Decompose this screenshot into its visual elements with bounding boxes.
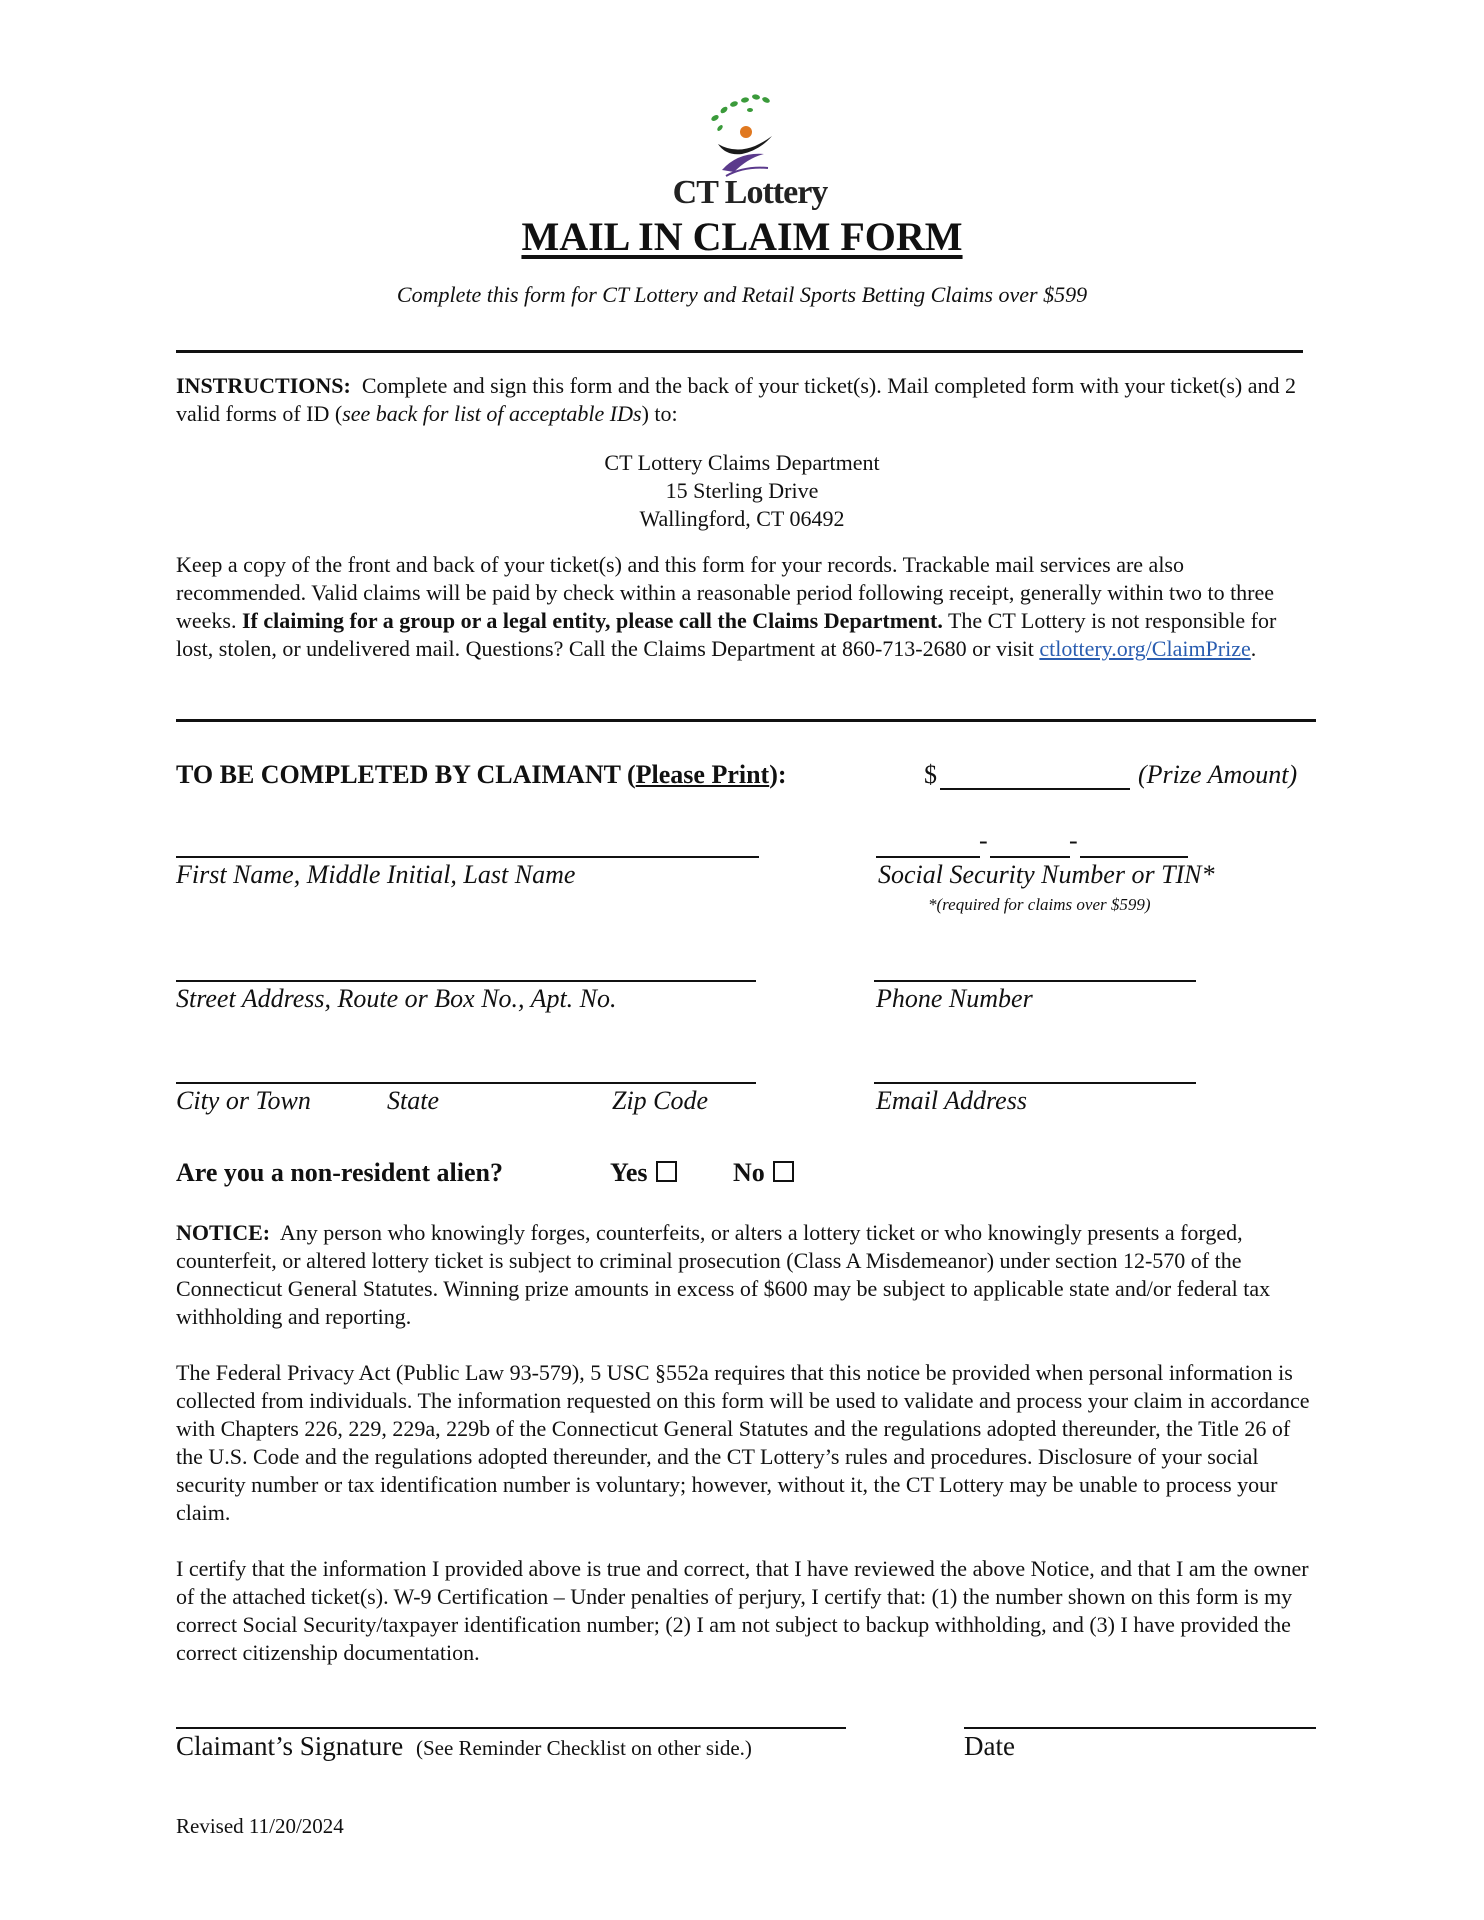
notice-text: Any person who knowingly forges, counterfeits, or alters a lottery ticket or who knowingly presents a forged, counterfeit, or altered lottery ticket is subject to criminal prosecution (Class A Misdemeanor) under section 12-570 of the Connecticut General Statutes. Winning prize amounts in excess of $600 may be subject to applicable state and/or federal tax withholding and reporting. xyxy=(176,1220,1271,1329)
address-line3: Wallingford, CT 06492 xyxy=(639,506,845,531)
keep-copy-text-b: The CT Lottery is not responsible for lost, stolen, or undelivered mail. Questions? Call the Claims Department at 860-713-2680 or visit xyxy=(176,608,1277,661)
claimant-heading-b: ): xyxy=(769,760,787,789)
date-field[interactable] xyxy=(964,1727,1316,1729)
ssn-note: *(required for claims over $599) xyxy=(928,895,1151,914)
zip-label: Zip Code xyxy=(612,1086,709,1115)
mailing-address xyxy=(0,449,1484,533)
claim-prize-link[interactable]: ctlottery.org/ClaimPrize xyxy=(1039,636,1251,661)
claimant-heading xyxy=(176,760,787,790)
name-label: First Name, Middle Initial, Last Name xyxy=(176,860,576,889)
keep-copy-paragraph xyxy=(176,551,1316,663)
no-checkbox[interactable] xyxy=(773,1161,794,1182)
notice-label: NOTICE: xyxy=(176,1220,271,1245)
email-address-field[interactable] xyxy=(874,1082,1196,1084)
ct-lottery-logo-figure-icon xyxy=(660,88,830,178)
divider-middle xyxy=(176,719,1316,722)
instructions-text-b: ) to: xyxy=(641,401,678,426)
notice-paragraph xyxy=(176,1219,1306,1331)
divider-top xyxy=(176,350,1303,353)
no-option[interactable] xyxy=(733,1158,794,1188)
signature-label-group xyxy=(176,1731,752,1762)
ssn-field-part1[interactable] xyxy=(876,856,980,858)
date-label: Date xyxy=(964,1731,1015,1761)
certify-paragraph: I certify that the information I provided above is true and correct, that I have reviewed the above Notice, and that I am the owner of the attached ticket(s). W-9 Certification – Under penalties of perjury, I certify that: (1) the number shown on this form is my correct Social Security/taxpayer identification number; (2) I am not subject to backup withholding, and (3) I have provided the correct citizenship documentation. xyxy=(176,1556,1309,1665)
prize-amount-field[interactable] xyxy=(940,788,1130,790)
instructions-paragraph xyxy=(176,372,1316,428)
claimant-heading-please-print: Please Print xyxy=(635,760,770,789)
non-resident-question: Are you a non-resident alien? xyxy=(176,1158,503,1187)
address-line1: CT Lottery Claims Department xyxy=(604,450,880,475)
signature-note: (See Reminder Checklist on other side.) xyxy=(415,1736,752,1760)
prize-dollar-sign: $ xyxy=(924,760,937,789)
ssn-dash-2: - xyxy=(1069,826,1078,855)
street-address-field[interactable] xyxy=(176,980,756,982)
ssn-label: Social Security Number or TIN* xyxy=(878,860,1215,889)
email-address-label: Email Address xyxy=(876,1086,1027,1115)
claimant-heading-a: TO BE COMPLETED BY CLAIMANT ( xyxy=(176,760,636,789)
phone-number-label: Phone Number xyxy=(876,984,1033,1013)
logo-lottery-text: Lottery xyxy=(724,174,828,211)
signature-label: Claimant’s Signature xyxy=(176,1731,404,1761)
yes-option[interactable] xyxy=(610,1158,677,1188)
logo-ct-text: CT xyxy=(672,174,718,211)
logo-wordmark xyxy=(670,174,830,212)
city-state-zip-field[interactable] xyxy=(176,1082,756,1084)
yes-checkbox[interactable] xyxy=(656,1161,677,1182)
ssn-field-part3[interactable] xyxy=(1080,856,1188,858)
privacy-paragraph: The Federal Privacy Act (Public Law 93-579), 5 USC §552a requires that this notice be provided when personal information is collected from individuals. The information requested on this form will be used to validate and process your claim in accordance with Chapters 226, 229, 229a, 229b of the Connecticut General Statutes and the regulations adopted thereunder, the Title 26 of the U.S. Code and the regulations adopted thereunder, and the CT Lottery’s rules and procedures. Disclosure of your social security number or tax identification number is voluntary; however, without it, the CT Lottery may be unable to process your claim. xyxy=(176,1360,1310,1525)
instructions-text-a: Complete and sign this form and the back of your ticket(s). Mail completed form with your ticket(s) and 2 valid forms of ID ( xyxy=(176,373,1296,426)
revised-date: Revised 11/20/2024 xyxy=(176,1814,344,1838)
address-line2: 15 Sterling Drive xyxy=(665,478,819,503)
keep-copy-text-bold: If claiming for a group or a legal entity, please call the Claims Department. xyxy=(241,608,943,633)
prize-amount-label: (Prize Amount) xyxy=(1138,760,1298,789)
signature-field[interactable] xyxy=(176,1727,846,1729)
form-title: MAIL IN CLAIM FORM xyxy=(521,214,963,259)
keep-copy-end: . xyxy=(1250,636,1257,661)
yes-label: Yes xyxy=(610,1158,648,1187)
instructions-label: INSTRUCTIONS: xyxy=(176,373,351,398)
form-subtitle: Complete this form for CT Lottery and Retail Sports Betting Claims over $599 xyxy=(396,282,1088,307)
street-address-label: Street Address, Route or Box No., Apt. No. xyxy=(176,984,617,1013)
city-label: City or Town xyxy=(176,1086,311,1115)
name-field[interactable] xyxy=(176,856,759,858)
keep-copy-text-a: Keep a copy of the front and back of your ticket(s) and this form for your records. Trackable mail services are also recommended. Valid claims will be paid by check within a reasonable period following receipt, generally within two to three weeks. xyxy=(176,552,1275,633)
ct-lottery-logo xyxy=(660,88,830,218)
instructions-text-italic: see back for list of acceptable IDs xyxy=(342,401,642,426)
ssn-dash-1: - xyxy=(979,826,988,855)
no-label: No xyxy=(733,1158,765,1187)
state-label: State xyxy=(387,1086,439,1115)
phone-number-field[interactable] xyxy=(874,980,1196,982)
ssn-field-part2[interactable] xyxy=(990,856,1070,858)
